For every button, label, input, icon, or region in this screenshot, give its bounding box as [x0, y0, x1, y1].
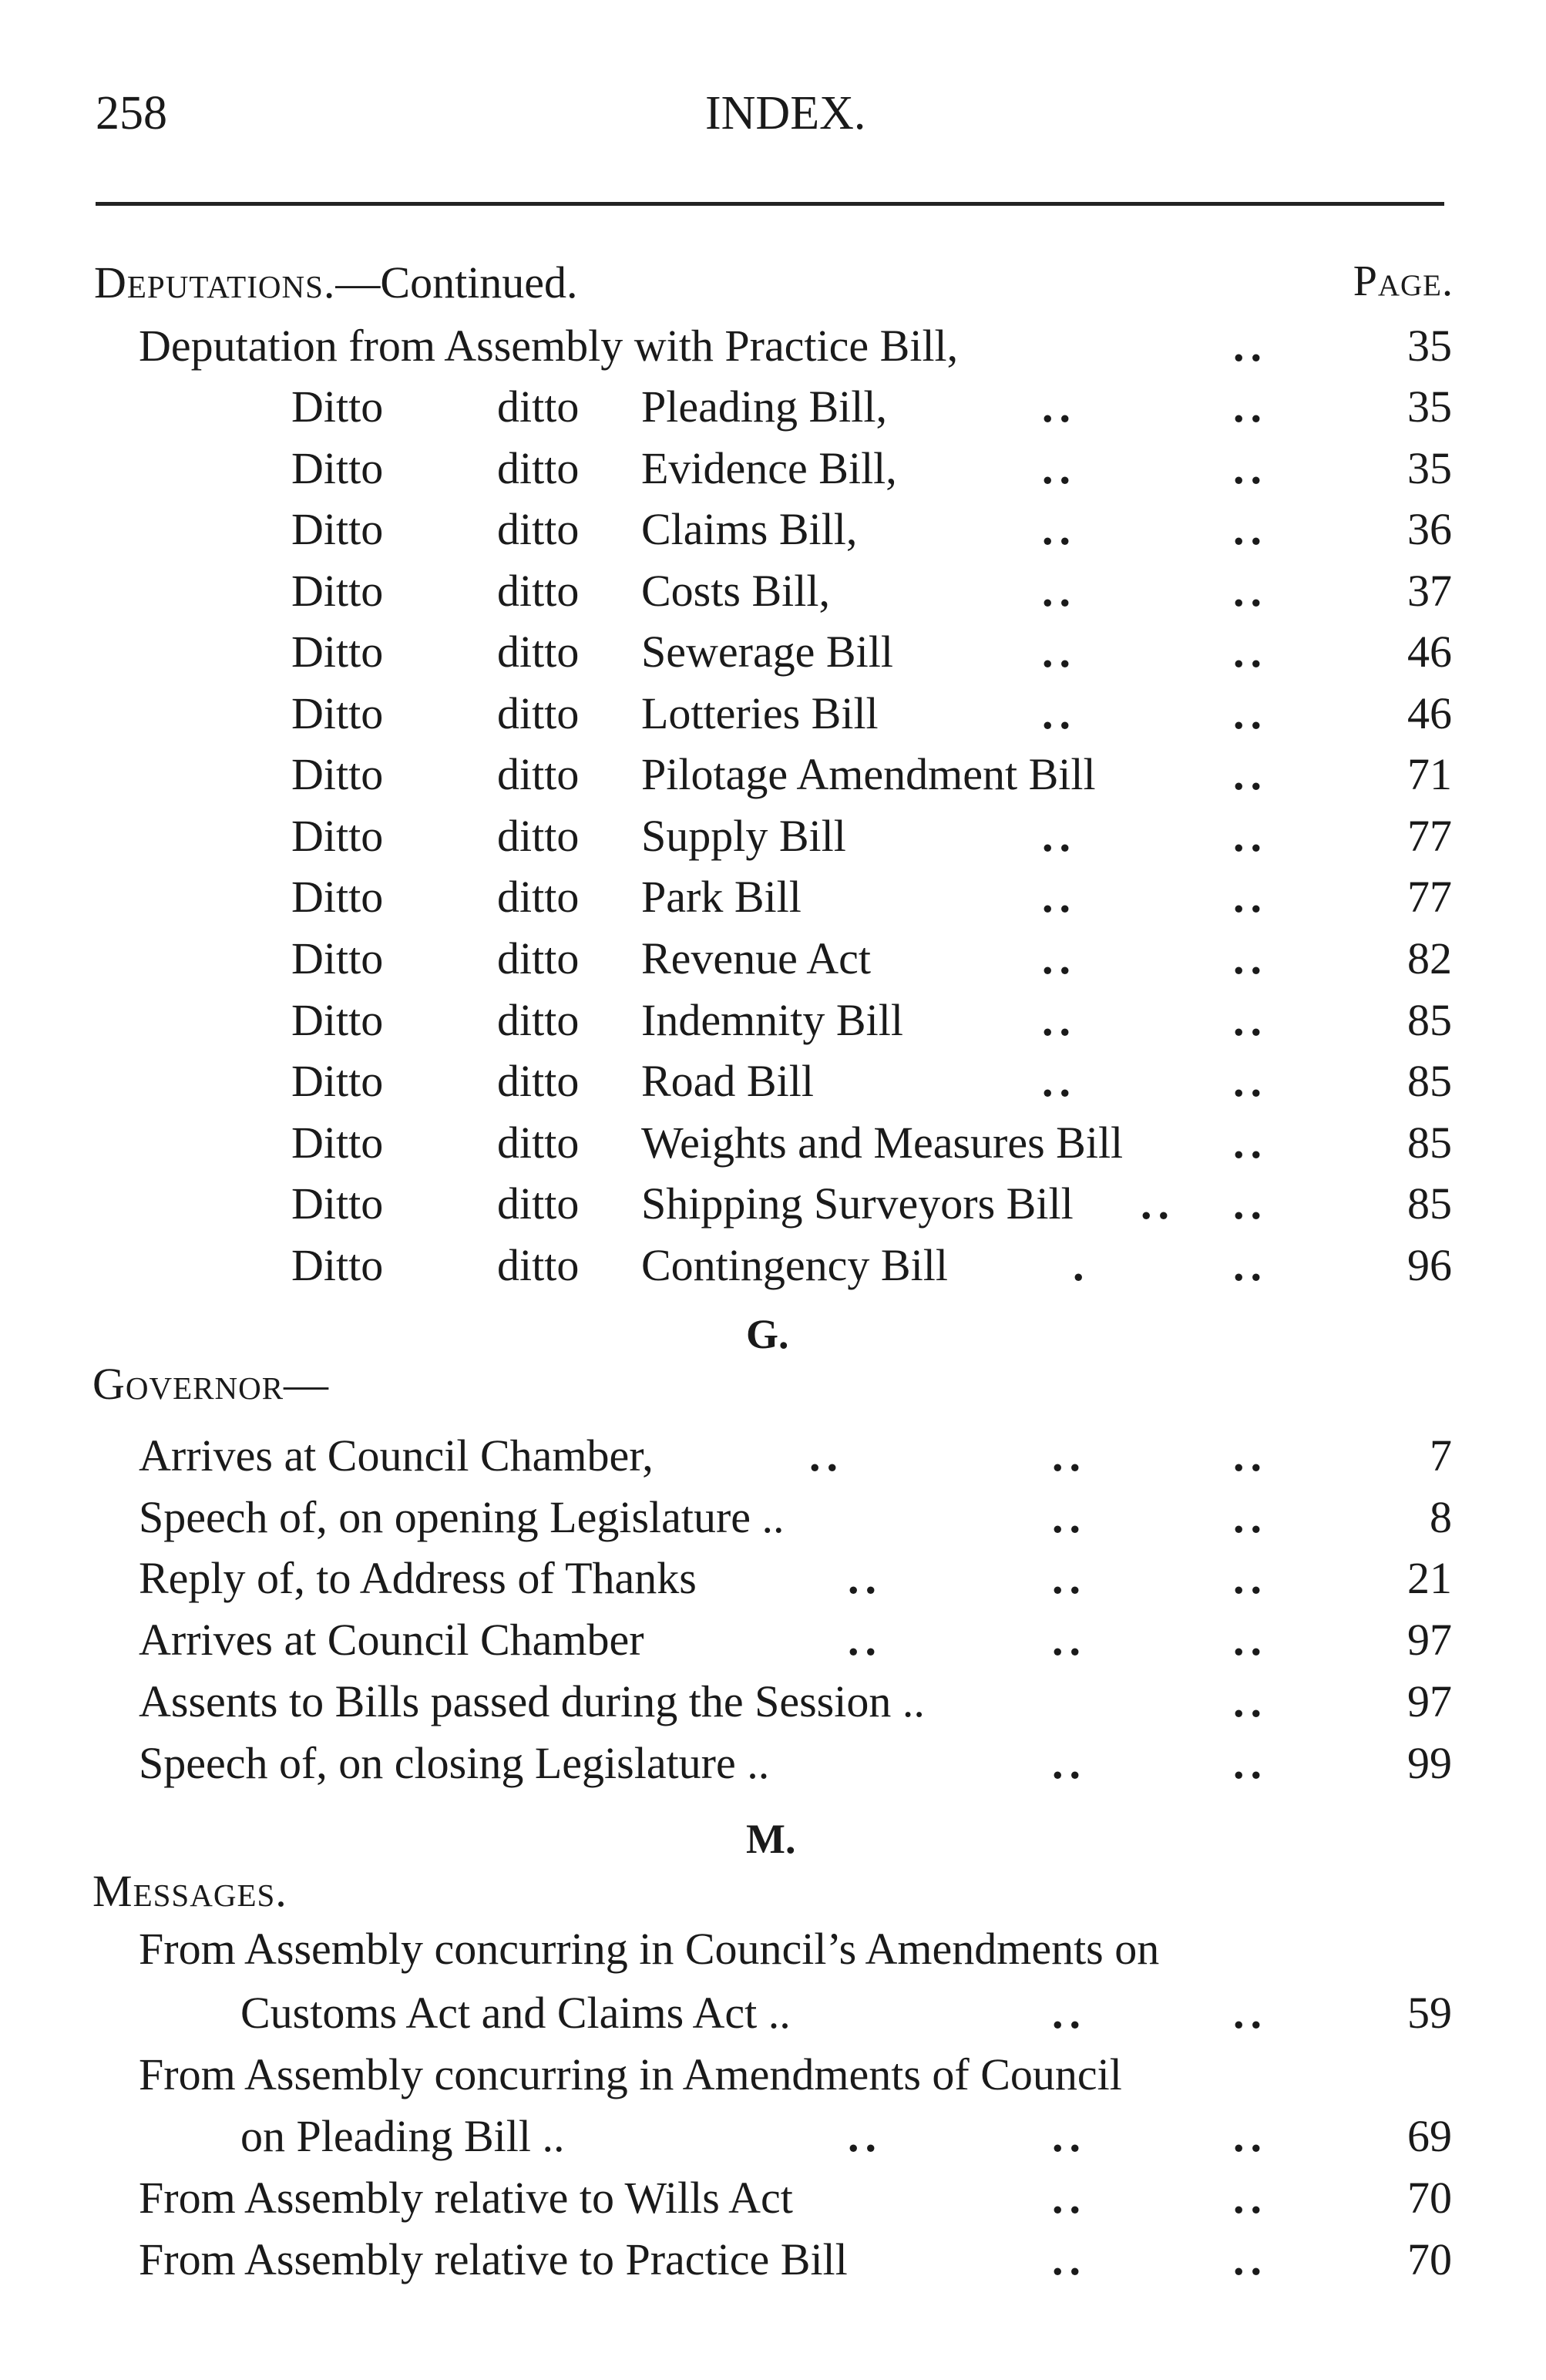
deputations-heading — [94, 257, 578, 308]
leader-dots: .. — [809, 1430, 844, 1481]
ditto-col-2: ditto — [497, 872, 580, 922]
leader-dots: .. — [1233, 627, 1268, 677]
entry-text: From Assembly concurring in Council’s Amendments on — [139, 1924, 1160, 1974]
ditto-col-1: Ditto — [291, 566, 384, 616]
entry-text: Pleading Bill, — [641, 382, 887, 432]
index-entry — [0, 626, 1546, 687]
index-entry — [0, 1055, 1546, 1117]
ditto-col-1: Ditto — [291, 443, 384, 493]
leader-dots: .. — [1233, 2111, 1268, 2161]
leader-dots: .. — [1042, 443, 1077, 493]
entry-page: 70 — [1407, 2173, 1452, 2223]
leader-dots: .. — [1233, 811, 1268, 861]
leader-dots: .. — [1233, 504, 1268, 554]
entry-page: 85 — [1407, 995, 1452, 1045]
ditto-col-2: ditto — [497, 1056, 580, 1106]
leader-dots: .. — [1052, 1615, 1087, 1665]
leader-dots: .. — [1233, 321, 1268, 371]
leader-dots: .. — [1233, 1430, 1268, 1481]
entry-text: From Assembly concurring in Amendments of Council — [139, 2049, 1122, 2099]
entry-page: 77 — [1407, 811, 1452, 861]
entry-page: 85 — [1407, 1178, 1452, 1229]
messages-heading: Messages. — [92, 1866, 287, 1916]
entry-text: Speech of, on opening Legislature .. — [139, 1492, 785, 1542]
leader-dots: .. — [1233, 1738, 1268, 1788]
ditto-col-2: ditto — [497, 382, 580, 432]
leader-dots: .. — [1233, 443, 1268, 493]
index-entry — [0, 994, 1546, 1056]
entry-page: 35 — [1407, 382, 1452, 432]
leader-dots: .. — [1233, 566, 1268, 616]
entry-page: 7 — [1430, 1430, 1452, 1481]
entry-page: 71 — [1407, 749, 1452, 799]
index-entry — [0, 1987, 1546, 2049]
leader-dots: .. — [1042, 872, 1077, 922]
leader-dots: .. — [1233, 688, 1268, 738]
leader-dots: .. — [1052, 2111, 1087, 2161]
page-number: 258 — [96, 87, 167, 140]
ditto-col-1: Ditto — [291, 688, 384, 738]
ditto-col-2: ditto — [497, 1240, 580, 1290]
entry-page: 69 — [1407, 2111, 1452, 2161]
index-entry — [0, 2110, 1546, 2172]
leader-dots: .. — [1233, 1492, 1268, 1542]
index-entry — [0, 871, 1546, 933]
leader-dots: .. — [1233, 1553, 1268, 1603]
entry-text: From Assembly relative to Wills Act — [139, 2173, 793, 2223]
ditto-col-2: ditto — [497, 627, 580, 677]
entry-page: 8 — [1430, 1492, 1452, 1542]
index-entry — [0, 1737, 1546, 1799]
index-entry — [0, 933, 1546, 994]
leader-dots: .. — [1233, 2234, 1268, 2284]
leader-dots: .. — [1042, 382, 1077, 432]
ditto-col-2: ditto — [497, 749, 580, 799]
entry-page: 21 — [1407, 1553, 1452, 1603]
entry-text: Revenue Act — [641, 933, 871, 983]
entry-text: Deputation from Assembly with Practice Bill, — [139, 321, 959, 371]
leader-dots: .. — [1042, 627, 1077, 677]
ditto-col-1: Ditto — [291, 933, 384, 983]
index-entry — [0, 2234, 1546, 2295]
ditto-col-2: ditto — [497, 933, 580, 983]
entry-text: Sewerage Bill — [641, 627, 893, 677]
entry-text-continued: Customs Act and Claims Act .. — [240, 1988, 791, 2038]
leader-dots: .. — [1052, 1988, 1087, 2038]
index-entry — [0, 2172, 1546, 2234]
entry-page: 96 — [1407, 1240, 1452, 1290]
leader-dots: .. — [1042, 995, 1077, 1045]
entry-text: From Assembly relative to Practice Bill — [139, 2234, 848, 2284]
ditto-col-1: Ditto — [291, 1056, 384, 1106]
leader-dots: .. — [1233, 872, 1268, 922]
index-entry — [0, 810, 1546, 872]
entry-text: Road Bill — [641, 1056, 814, 1106]
index-entry — [0, 1676, 1546, 1737]
entry-page: 35 — [1407, 321, 1452, 371]
leader-dots: . — [1073, 1240, 1091, 1290]
leader-dots: .. — [848, 1553, 882, 1603]
leader-dots: .. — [1042, 688, 1077, 738]
leader-dots: .. — [1052, 1553, 1087, 1603]
index-entry-line — [0, 2049, 1546, 2110]
ditto-col-1: Ditto — [291, 627, 384, 677]
index-entry — [0, 503, 1546, 565]
index-entry — [0, 687, 1546, 749]
entry-text: Weights and Measures Bill — [641, 1118, 1124, 1168]
ditto-col-1: Ditto — [291, 811, 384, 861]
ditto-col-2: ditto — [497, 811, 580, 861]
page-column-heading: Page. — [1353, 257, 1454, 305]
entry-text: Speech of, on closing Legislature .. — [139, 1738, 770, 1788]
letter-m-heading: M. — [746, 1816, 796, 1862]
index-entry — [0, 1178, 1546, 1239]
entry-text: Pilotage Amendment Bill — [641, 749, 1096, 799]
ditto-col-1: Ditto — [291, 872, 384, 922]
leader-dots: .. — [1233, 1056, 1268, 1106]
ditto-col-2: ditto — [497, 995, 580, 1045]
entry-text: Arrives at Council Chamber, — [139, 1430, 654, 1481]
leader-dots: .. — [1233, 1988, 1268, 2038]
leader-dots: .. — [1052, 1738, 1087, 1788]
entry-text: Lotteries Bill — [641, 688, 879, 738]
header-rule — [96, 202, 1444, 206]
ditto-col-1: Ditto — [291, 1240, 384, 1290]
leader-dots: .. — [1042, 1056, 1077, 1106]
entry-text-continued: on Pleading Bill .. — [240, 2111, 565, 2161]
entry-text: Claims Bill, — [641, 504, 858, 554]
index-entry — [0, 565, 1546, 627]
index-entry-line — [0, 1923, 1546, 1985]
entry-page: 59 — [1407, 1988, 1452, 2038]
ditto-col-1: Ditto — [291, 504, 384, 554]
leader-dots: .. — [1052, 2173, 1087, 2223]
leader-dots: .. — [1042, 504, 1077, 554]
entry-text: Contingency Bill — [641, 1240, 948, 1290]
index-entry — [0, 320, 1546, 382]
leader-dots: .. — [1233, 1118, 1268, 1168]
leader-dots: .. — [1233, 2173, 1268, 2223]
letter-g-heading: G. — [746, 1311, 789, 1357]
ditto-col-1: Ditto — [291, 382, 384, 432]
leader-dots: .. — [1052, 2234, 1087, 2284]
entry-page: 46 — [1407, 627, 1452, 677]
page-title: INDEX. — [705, 87, 866, 140]
index-entry — [0, 1117, 1546, 1178]
continued-label: —Continued. — [335, 257, 578, 308]
leader-dots: .. — [1233, 1615, 1268, 1665]
leader-dots: .. — [1233, 1178, 1268, 1229]
ditto-col-2: ditto — [497, 443, 580, 493]
entry-page: 77 — [1407, 872, 1452, 922]
entry-text: Assents to Bills passed during the Session .. — [139, 1676, 925, 1726]
leader-dots: .. — [1042, 566, 1077, 616]
index-entry — [0, 1491, 1546, 1553]
entry-page: 36 — [1407, 504, 1452, 554]
leader-dots: .. — [1233, 1240, 1268, 1290]
entry-text: Park Bill — [641, 872, 802, 922]
entry-page: 85 — [1407, 1056, 1452, 1106]
leader-dots: .. — [1233, 933, 1268, 983]
leader-dots: .. — [1233, 995, 1268, 1045]
entry-page: 99 — [1407, 1738, 1452, 1788]
leader-dots: .. — [1042, 933, 1077, 983]
leader-dots: .. — [848, 1615, 882, 1665]
entry-page: 85 — [1407, 1118, 1452, 1168]
index-entry — [0, 1552, 1546, 1614]
ditto-col-2: ditto — [497, 566, 580, 616]
ditto-col-2: ditto — [497, 688, 580, 738]
entry-page: 82 — [1407, 933, 1452, 983]
entry-page: 97 — [1407, 1615, 1452, 1665]
leader-dots: .. — [848, 2111, 882, 2161]
index-entry — [0, 442, 1546, 504]
ditto-col-1: Ditto — [291, 1178, 384, 1229]
entry-page: 35 — [1407, 443, 1452, 493]
entry-page: 97 — [1407, 1676, 1452, 1726]
ditto-col-1: Ditto — [291, 749, 384, 799]
entry-page: 46 — [1407, 688, 1452, 738]
leader-dots: .. — [1141, 1178, 1175, 1229]
ditto-col-1: Ditto — [291, 995, 384, 1045]
leader-dots: .. — [1233, 1676, 1268, 1726]
entry-text: Reply of, to Address of Thanks — [139, 1553, 697, 1603]
leader-dots: .. — [1052, 1430, 1087, 1481]
ditto-col-2: ditto — [497, 504, 580, 554]
index-entry — [0, 381, 1546, 442]
ditto-col-2: ditto — [497, 1118, 580, 1168]
index-entry — [0, 1239, 1546, 1301]
entry-page: 70 — [1407, 2234, 1452, 2284]
index-entry — [0, 1430, 1546, 1491]
index-entry — [0, 1614, 1546, 1676]
index-entry — [0, 748, 1546, 810]
entry-text: Supply Bill — [641, 811, 846, 861]
entry-text: Indemnity Bill — [641, 995, 903, 1045]
leader-dots: .. — [1052, 1492, 1087, 1542]
leader-dots: .. — [1233, 382, 1268, 432]
section-title: Deputations. — [94, 257, 336, 308]
entry-text: Evidence Bill, — [641, 443, 897, 493]
leader-dots: .. — [1233, 749, 1268, 799]
entry-text: Shipping Surveyors Bill — [641, 1178, 1074, 1229]
leader-dots: .. — [1042, 811, 1077, 861]
governor-heading: Governor— — [92, 1359, 330, 1409]
ditto-col-2: ditto — [497, 1178, 580, 1229]
entry-page: 37 — [1407, 566, 1452, 616]
ditto-col-1: Ditto — [291, 1118, 384, 1168]
entry-text: Costs Bill, — [641, 566, 830, 616]
entry-text: Arrives at Council Chamber — [139, 1615, 644, 1665]
